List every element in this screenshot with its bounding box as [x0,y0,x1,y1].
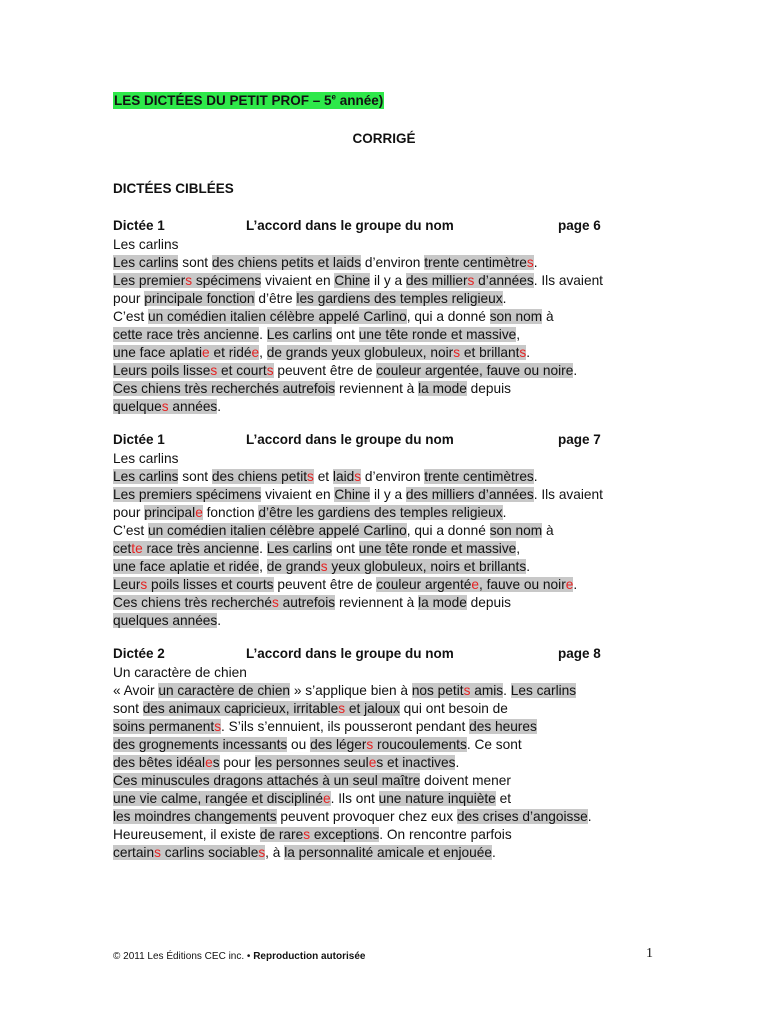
plain-text: et [313,469,333,484]
text-line [113,344,673,362]
text-line [113,594,673,612]
highlighted-group: nos petit [411,683,464,698]
corrected-ending: s [303,827,311,842]
corrected-ending: s [154,845,161,860]
text-line [113,290,673,308]
highlighted-group: s [212,755,220,770]
plain-text: . [503,683,511,698]
dictee-text [113,254,673,416]
text-line [113,718,673,736]
plain-text: . S’ils s’ennuient, ils pousseront pendant [221,719,470,734]
plain-text: reviennent à [335,595,419,610]
plain-text: qui ont besoin de [399,701,508,716]
plain-text: , [516,327,521,342]
plain-text: sont [178,469,212,484]
plain-text: peuvent être de [273,577,377,592]
corrected-ending: s [526,255,534,270]
highlighted-group: Les carlins [266,327,333,342]
highlighted-group: Chine [334,273,371,288]
highlighted-group: couleur argentée, fauve ou noire [376,363,574,378]
highlighted-group: de grand [266,559,321,574]
highlighted-group: et ridé [209,345,252,360]
highlighted-group: les personnes seul [254,755,369,770]
highlighted-group: un comédien italien célèbre appelé Carlino [148,309,407,324]
corrected-ending: te [131,541,143,556]
text-line [113,326,673,344]
highlighted-group: Les carlins [266,541,333,556]
plain-text: . Ils ont [330,791,379,806]
text-line [113,736,673,754]
text-line [113,486,673,504]
highlighted-group: Les premiers spécimens [113,487,262,502]
highlighted-group: son nom [489,523,543,538]
highlighted-group: s et inactives [376,755,456,770]
dictee-text [113,468,673,630]
highlighted-group: roucoulements [373,737,467,752]
title-highlight [113,92,384,109]
corrected-ending: s [354,469,362,484]
dictee-topic: L’accord dans le groupe du nom [246,432,454,447]
highlighted-group: des léger [310,737,367,752]
highlighted-group: la personnalité amicale et enjouée [284,845,492,860]
plain-text: . [526,559,530,574]
highlighted-group: une tête ronde et massive [358,541,517,556]
plain-text: . [533,255,538,270]
corrected-ending: s [185,273,193,288]
plain-text: » s’applique bien à [290,683,412,698]
highlighted-group: principale fonction [144,291,255,306]
plain-text: vivaient en [261,273,335,288]
text-line [113,468,673,486]
corrected-ending: s [338,701,346,716]
plain-text: il y a [370,273,406,288]
plain-text: . [587,809,592,824]
plain-text: à [542,523,554,538]
section-title: DICTÉES CIBLÉES [113,181,234,196]
corrected-ending: e [323,791,331,806]
dictee-text [113,682,673,862]
plain-text: ou [287,737,311,752]
plain-text: ont [332,541,359,556]
highlighted-group: é [315,791,324,806]
highlighted-group: et brillant [460,345,520,360]
page-number: 1 [646,946,653,961]
plain-text: . On rencontre parfois [379,827,512,842]
plain-text: d’environ [361,469,425,484]
footer [113,951,365,962]
text-line [113,700,673,718]
corrected-ending: s [161,399,169,414]
text-line [113,754,673,772]
text-line [113,790,673,808]
highlighted-group: poils lisses et courts [147,577,274,592]
highlighted-group: autrefois [278,595,336,610]
highlighted-group: carlins sociable [160,845,259,860]
dictee-header [113,432,673,450]
highlighted-group: principal [144,505,196,520]
highlighted-group: cet [113,541,132,556]
dictee-topic: L’accord dans le groupe du nom [246,218,454,233]
plain-text: . [455,755,460,770]
highlighted-group: d’être les gardiens des temples religieux [258,505,503,520]
highlighted-group: Ces chiens très recherché [113,595,272,610]
corrected-ending: s [467,273,475,288]
corrected-ending: s [210,363,218,378]
plain-text: depuis [466,595,511,610]
highlighted-group: des chiens petits et laids [211,255,362,270]
document-title [113,92,384,108]
corrected-ending: e [205,755,213,770]
highlighted-group: une tête ronde et massive [358,327,517,342]
plain-text: fonction [202,505,259,520]
plain-text: d’environ [361,255,425,270]
plain-text: , [259,559,267,574]
title-main: LES DICTÉES DU PETIT PROF – 5 [114,92,332,108]
plain-text: . Ce sont [466,737,522,752]
text-line [113,772,673,790]
dictee-header [113,646,673,664]
plain-text: d’être [254,291,297,306]
highlighted-group: yeux globuleux, noirs et brillants [327,559,527,574]
dictee-number: Dictée 1 [113,218,165,233]
highlighted-group: race très ancienne [142,541,260,556]
highlighted-group: Leur [113,577,141,592]
highlighted-group: années [168,399,218,414]
plain-text: , [259,345,267,360]
plain-text: . [259,541,267,556]
highlighted-group: Ces chiens très recherchés autrefois [113,381,336,396]
plain-text: . [533,469,538,484]
dictee-subtitle: Les carlins [113,451,179,466]
highlighted-group: les moindres changements [113,809,277,824]
plain-text: . Ils avaient [533,273,603,288]
dictee-subtitle: Un caractère de chien [113,665,247,680]
highlighted-group: couleur argenté [376,577,472,592]
plain-text: ont [332,327,359,342]
text-line [113,362,673,380]
corrected-ending: e [368,755,377,770]
highlighted-group: des heures [469,719,537,734]
plain-text: . [259,327,267,342]
title-superscript: e [331,92,336,101]
highlighted-group: Ces minuscules dragons attachés à un seul maître [113,773,421,788]
plain-text: pour [113,291,145,306]
highlighted-group: cette race très ancienne [113,327,260,342]
plain-text: sont [113,701,143,716]
plain-text: sont [178,255,212,270]
plain-text: peuvent provoquer chez eux [276,809,457,824]
dictee-topic: L’accord dans le groupe du nom [246,646,454,661]
text-line [113,540,673,558]
dictee-block-1 [113,218,673,416]
corrected-ending: e [251,345,260,360]
plain-text: pour [219,755,255,770]
highlighted-group: Les carlins [510,683,577,698]
text-line [113,504,673,522]
text-line [113,826,673,844]
highlighted-group: un comédien italien célèbre appelé Carlino [148,523,407,538]
plain-text: . [526,345,531,360]
highlighted-group: exceptions [310,827,380,842]
text-line [113,522,673,540]
title-end: année) [336,92,384,108]
corrected-ending: s [258,845,266,860]
plain-text: . [217,613,222,628]
highlighted-group: amis [470,683,504,698]
footer-rights: Reproduction autorisée [253,951,366,962]
corrected-ending: s [214,719,222,734]
plain-text: . [502,505,507,520]
plain-text: vivaient en [261,487,335,502]
corrected-ending: s [307,469,314,484]
highlighted-group: une vie calme, rangée et disciplin [113,791,316,806]
dictee-header [113,218,673,236]
highlighted-group: des grognements incessants [113,737,288,752]
corrected-ending: s [140,577,148,592]
corrected-ending: s [272,595,279,610]
text-line [113,844,673,862]
plain-text: il y a [370,487,406,502]
plain-text: doivent mener [420,773,511,788]
footer-copyright: © 2011 Les Éditions CEC inc. • [113,951,254,962]
highlighted-group: spécimens [192,273,262,288]
corrige-heading [0,131,768,146]
plain-text: , qui a donné [406,309,490,324]
highlighted-group: et jaloux [345,701,400,716]
plain-text: . [573,577,578,592]
plain-text: à [542,309,554,324]
text-line [113,808,673,826]
plain-text: , à [265,845,285,860]
highlighted-group: Leurs poils lisse [113,363,211,378]
corrected-ending: s [453,345,461,360]
plain-text: . Ils avaient [533,487,603,502]
corrige-text: CORRIGÉ [352,131,416,146]
plain-text: pour [113,505,145,520]
highlighted-group: des bêtes idéal [113,755,206,770]
dictee-subtitle: Les carlins [113,237,179,252]
highlighted-group: certain [113,845,155,860]
highlighted-group: des animaux capricieux, irritable [142,701,339,716]
dictee-page: page 6 [558,218,601,233]
plain-text: . [491,845,496,860]
highlighted-group: une nature inquiète [378,791,496,806]
plain-text: « Avoir [113,683,159,698]
highlighted-group: une face aplatie et ridée [113,559,260,574]
highlighted-group: Les carlins [113,469,179,484]
dictee-number: Dictée 2 [113,646,165,661]
text-line [113,398,673,416]
highlighted-group: d’années [474,273,534,288]
corrected-ending: s [266,363,274,378]
dictee-block-3 [113,646,673,862]
highlighted-group: de grands yeux globuleux, noir [266,345,454,360]
corrected-ending: e [202,345,210,360]
highlighted-group: des milliers d’années [405,487,534,502]
highlighted-group: son nom [489,309,543,324]
highlighted-group: trente centimètres [424,469,534,484]
text-line [113,380,673,398]
text-line [113,612,673,630]
plain-text: peuvent être de [273,363,377,378]
highlighted-group: quelque [113,399,162,414]
plain-text: . [573,363,578,378]
highlighted-group: la mode [418,381,467,396]
plain-text: reviennent à [335,381,419,396]
plain-text: . [217,399,222,414]
corrected-ending: e [471,577,480,592]
highlighted-group: des millier [405,273,468,288]
highlighted-group: les gardiens des temples religieux [296,291,503,306]
corrected-ending: s [366,737,374,752]
highlighted-group: soins permanent [113,719,215,734]
corrected-ending: e [565,577,574,592]
highlighted-group: des crises d’angoisse [456,809,588,824]
text-line [113,272,673,290]
dictee-page: page 7 [558,432,601,447]
plain-text: , [516,541,521,556]
dictee-number: Dictée 1 [113,432,165,447]
highlighted-group: des chiens petit [211,469,308,484]
plain-text: et [495,791,511,806]
highlighted-group: de rare [259,827,304,842]
plain-text: depuis [466,381,511,396]
dictee-block-2 [113,432,673,630]
corrected-ending: s [463,683,471,698]
corrected-ending: s [519,345,527,360]
highlighted-group: Chine [334,487,371,502]
highlighted-group: trente centimètre [424,255,527,270]
highlighted-group: Les carlins [113,255,179,270]
plain-text: . [502,291,507,306]
plain-text: , qui a donné [406,523,490,538]
dictee-page: page 8 [558,646,601,661]
corrected-ending: s [320,559,328,574]
text-line [113,576,673,594]
text-line [113,682,673,700]
plain-text: Heureusement, il existe [113,827,260,842]
corrected-ending: e [195,505,203,520]
plain-text: C’est [113,523,148,538]
highlighted-group: et court [217,363,267,378]
highlighted-group: quelques années [113,613,218,628]
text-line [113,558,673,576]
highlighted-group: Les premier [113,273,186,288]
highlighted-group: un caractère de chien [158,683,291,698]
text-line [113,254,673,272]
highlighted-group: une face aplati [113,345,203,360]
highlighted-group: laid [332,469,355,484]
plain-text: C’est [113,309,148,324]
highlighted-group: la mode [418,595,467,610]
highlighted-group: , fauve ou noir [479,577,566,592]
text-line [113,308,673,326]
